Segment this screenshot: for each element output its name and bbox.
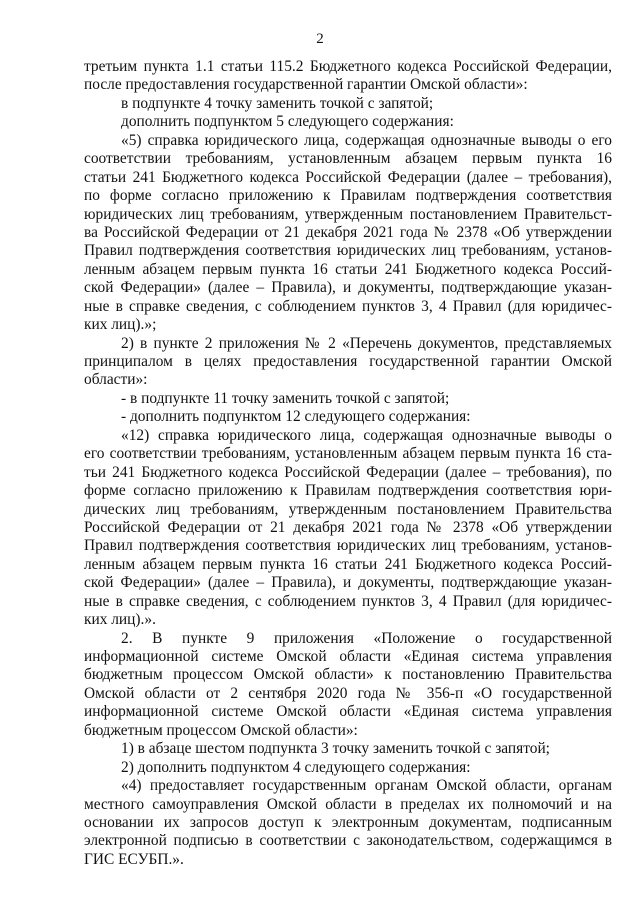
text-line: ные в справке сведения, с соблюдением пунктов 3, 4 Правил (для юридичес-	[84, 297, 612, 315]
text-line: Правил подтверждения соответствия юридических лиц требованиям, установ-	[84, 242, 612, 260]
text-line: «12) справка юридического лица, содержащая однозначные выводы о	[121, 426, 612, 444]
text-line: Российской Федерации от 21 декабря 2021 года № 2378 «Об утверждении	[84, 518, 612, 536]
text-line: форме согласно приложению к Правилам подтверждения соответствия юри-	[84, 482, 612, 500]
text-line: третьим пункта 1.1 статьи 115.2 Бюджетного кодекса Российской Федерации,	[84, 58, 612, 75]
text-line: 2) в пункте 2 приложения № 2 «Перечень документов, представляемых	[121, 334, 612, 352]
text-line: - в подпункте 11 точку заменить точкой с запятой;	[121, 389, 450, 407]
text-line: ких лиц).»;	[84, 316, 157, 334]
text-line: юридических лиц требованиям, утвержденным постановлением Правительст-	[84, 205, 612, 223]
text-line: «4) предоставляет государственным органам Омской области, органам	[121, 777, 612, 795]
text-line: ской Федерации» (далее – Правила), и документы, подтверждающие указан-	[84, 279, 612, 297]
text-line: статьи 241 Бюджетного кодекса Российской Федерации (далее – требования),	[84, 168, 612, 186]
text-line: Правил подтверждения соответствия юридических лиц требованиям, установ-	[84, 537, 612, 555]
text-line: «5) справка юридического лица, содержащая однозначные выводы о его	[121, 131, 612, 149]
page-number: 2	[316, 31, 324, 47]
text-line: 2. В пункте 9 приложения «Положение о государственной	[121, 629, 612, 647]
text-line: ГИС ЕСУБП.».	[84, 850, 184, 868]
text-line: - дополнить подпунктом 12 следующего содержания:	[121, 408, 471, 426]
text-line: информационной системе Омской области «Единая система управления	[84, 703, 612, 721]
text-line: его соответствии требованиям, установленным абзацем первым пункта 16 ста-	[84, 445, 612, 463]
text-line: основании их запросов доступ к электронным документам, подписанным	[84, 813, 612, 831]
text-line: области»:	[84, 371, 148, 389]
text-line: 2) дополнить подпунктом 4 следующего содержания:	[121, 758, 471, 776]
text-line: ких лиц).».	[84, 611, 156, 629]
text-line: в подпункте 4 точку заменить точкой с запятой;	[121, 94, 434, 112]
text-line: 1) в абзаце шестом подпункта 3 точку заменить точкой с запятой;	[121, 740, 550, 758]
text-line: ской Федерации» (далее – Правила), и документы, подтверждающие указан-	[84, 574, 612, 592]
text-line: принципалом в целях предоставления государственной гарантии Омской	[84, 353, 612, 370]
text-line: тьи 241 Бюджетного кодекса Российской Федерации (далее – требования), по	[84, 463, 612, 481]
text-line: дических лиц требованиям, утвержденным постановлением Правительства	[84, 500, 612, 518]
document-body	[84, 58, 612, 869]
text-line: бюджетным процессом Омской области» к постановлению Правительства	[84, 666, 612, 684]
text-line: местного самоуправления Омской области в пределах их полномочий и на	[84, 795, 612, 813]
text-line: ные в справке сведения, с соблюдением пунктов 3, 4 Правил (для юридичес-	[84, 592, 612, 610]
text-line: после предоставления государственной гарантии Омской области»:	[84, 76, 528, 94]
text-line: бюджетным процессом Омской области»:	[84, 721, 358, 739]
text-line: дополнить подпунктом 5 следующего содержания:	[121, 113, 454, 131]
text-line: ленным абзацем первым пункта 16 статьи 241 Бюджетного кодекса Россий-	[84, 555, 612, 573]
text-line: ленным абзацем первым пункта 16 статьи 241 Бюджетного кодекса Россий-	[84, 260, 612, 278]
text-line: Омской области от 2 сентября 2020 года № 356-п «О государственной	[84, 684, 612, 702]
text-line: соответствии требованиям, установленным абзацем первым пункта 16	[84, 150, 612, 168]
text-line: электронной подписью в соответствии с законодательством, содержащимся в	[84, 832, 612, 850]
text-line: по форме согласно приложению к Правилам подтверждения соответствия	[84, 187, 612, 205]
text-line: информационной системе Омской области «Единая система управления	[84, 648, 612, 665]
text-line: ва Российской Федерации от 21 декабря 2021 года № 2378 «Об утверждении	[84, 223, 612, 241]
